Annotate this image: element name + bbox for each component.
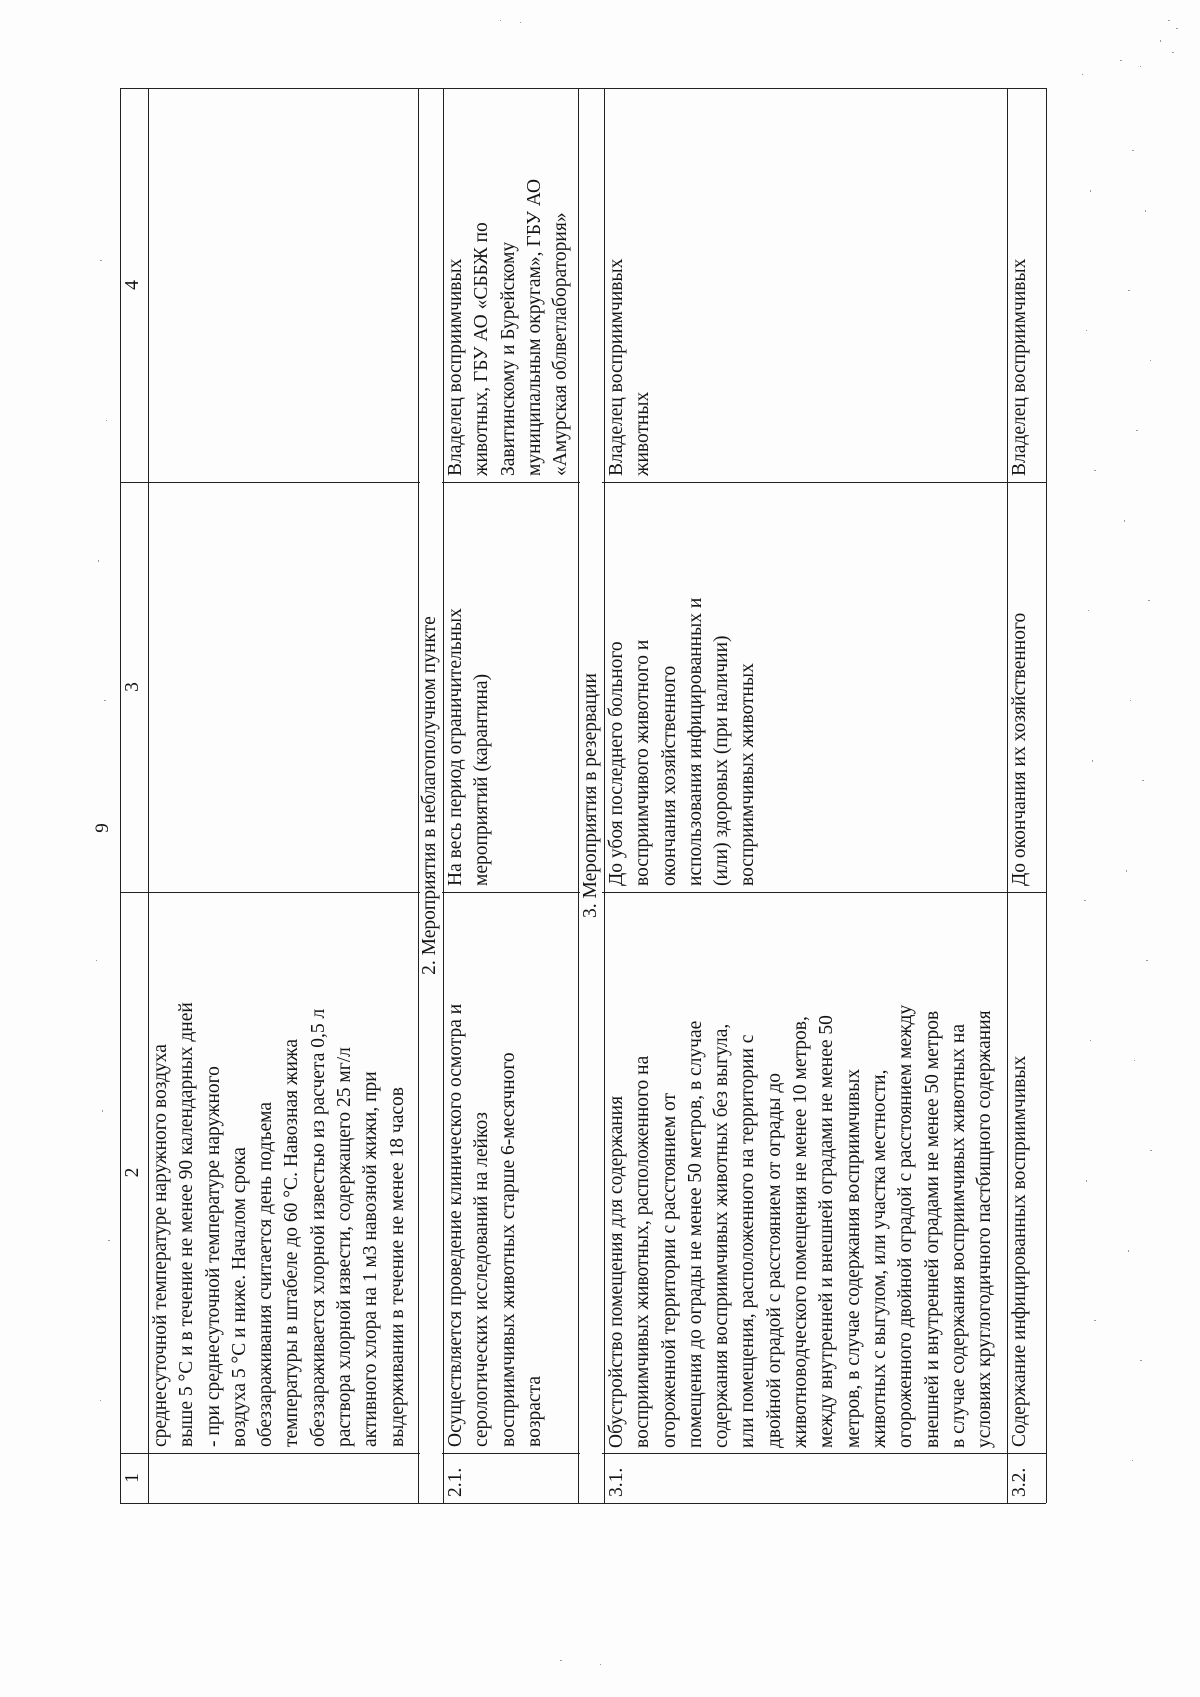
row-2-1-responsible: Владелец восприимчивых животных, ГБУ АО «СББЖ по Завитинскому и Бурейскому муниципальным округам», ГБУ АО «Амурская облветлаборатория» [445, 178, 572, 476]
row-3-1-term-cell [604, 482, 1007, 892]
row-2-1-number-cell [443, 1453, 578, 1503]
section3-heading: 3. Мероприятия в резервации [580, 673, 601, 918]
row-2-1-term: На весь период ограничительных мероприятий (карантина) [445, 608, 493, 886]
section2-heading: 2. Мероприятия в неблагополучном пункте [419, 616, 440, 975]
row-3-2-number: 3.2. [1009, 1467, 1030, 1497]
table-border-bottom [120, 1503, 1046, 1504]
row-3-2-measure-cell [1007, 892, 1046, 1453]
row-3-1-responsible-cell [604, 88, 1007, 482]
row-3-1-number-cell [604, 1453, 1007, 1503]
row-3-2-responsible: Владелец восприимчивых [1009, 258, 1030, 476]
header-col-3-cell [120, 482, 148, 892]
header-col-1: 1 [122, 1473, 143, 1483]
header-col-2-cell [120, 892, 148, 1453]
row-2-1-term-cell [443, 482, 578, 892]
row-2-1-number: 2.1. [445, 1467, 466, 1497]
table-border-right [1046, 88, 1047, 1503]
header-col-4-cell [120, 88, 148, 482]
row-3-2-term-cell [1007, 482, 1046, 892]
row-3-2-responsible-cell [1007, 88, 1046, 482]
row-3-1-measure-cell [604, 892, 1007, 1453]
row-2-1-responsible-cell [443, 88, 578, 482]
row-3-1-responsible: Владелец восприимчивых животных [606, 258, 654, 476]
header-col-4: 4 [122, 280, 143, 290]
header-col-2: 2 [122, 1167, 143, 1178]
page-number: 9 [92, 823, 113, 833]
row-2-1-measure: Осуществляется проведение клинического осмотра и серологических исследований на лейкоз восприимчивых животных старше 6-месячного возраста [445, 1003, 545, 1447]
continuation-measure-text: среднесуточной температуре наружного воздуха выше 5 °С и в течение не менее 90 календарных дней - при среднесуточной температуре наружного воздуха 5 °С и ниже. Началом срока обеззараживания считается день подъема температуры в штабеле до 60 °С. Навозная жижа обеззараживается хлорной известью из расчета 0,5 л раствора хлорной извести, содержащего 25 мг/л активного хлора на 1 м3 навозной жижи, при выдерживании в течение не менее 18 часов [150, 1002, 408, 1447]
row-3-2-measure: Содержание инфицированных восприимчивых [1009, 1055, 1030, 1447]
section3-heading-cell [578, 88, 604, 1503]
header-col-1-cell [120, 1453, 148, 1503]
row-3-2-term: До окончания их хозяйственного [1009, 612, 1030, 886]
header-col-3: 3 [122, 682, 143, 692]
row-3-1-term: До убоя последнего больного восприимчивого животного и окончания хозяйственного использования инфицированных и (или) здоровых (при наличии) восприимчивых животных [606, 597, 759, 886]
row-2-1-measure-cell [443, 892, 578, 1453]
row-3-1-measure: Обустройство помещения для содержания восприимчивых животных, расположенного на огороженной территории с расстоянием от помещения до ограды не менее 50 метров, в случае содержания восприимчивых животных без выгула, или помещения, расположенного на территории с двойной оградой с расстоянием от ограды до животноводческого помещения не менее 10 метров, между внутренней и внешней оградами не менее 50 метров, в случае содержания восприимчивых животных с выгулом, или участка местности, огороженного двойной оградой с расстоянием между внешней и внутренней оградами не менее 50 метров в случае содержания восприимчивых животных на условиях круглогодичного пастбищного содержания [606, 1004, 996, 1448]
row-3-1-number: 3.1. [606, 1467, 627, 1497]
section2-heading-cell [418, 88, 443, 1503]
row-3-2-number-cell [1007, 1453, 1046, 1503]
continuation-measure-cell [148, 892, 418, 1453]
